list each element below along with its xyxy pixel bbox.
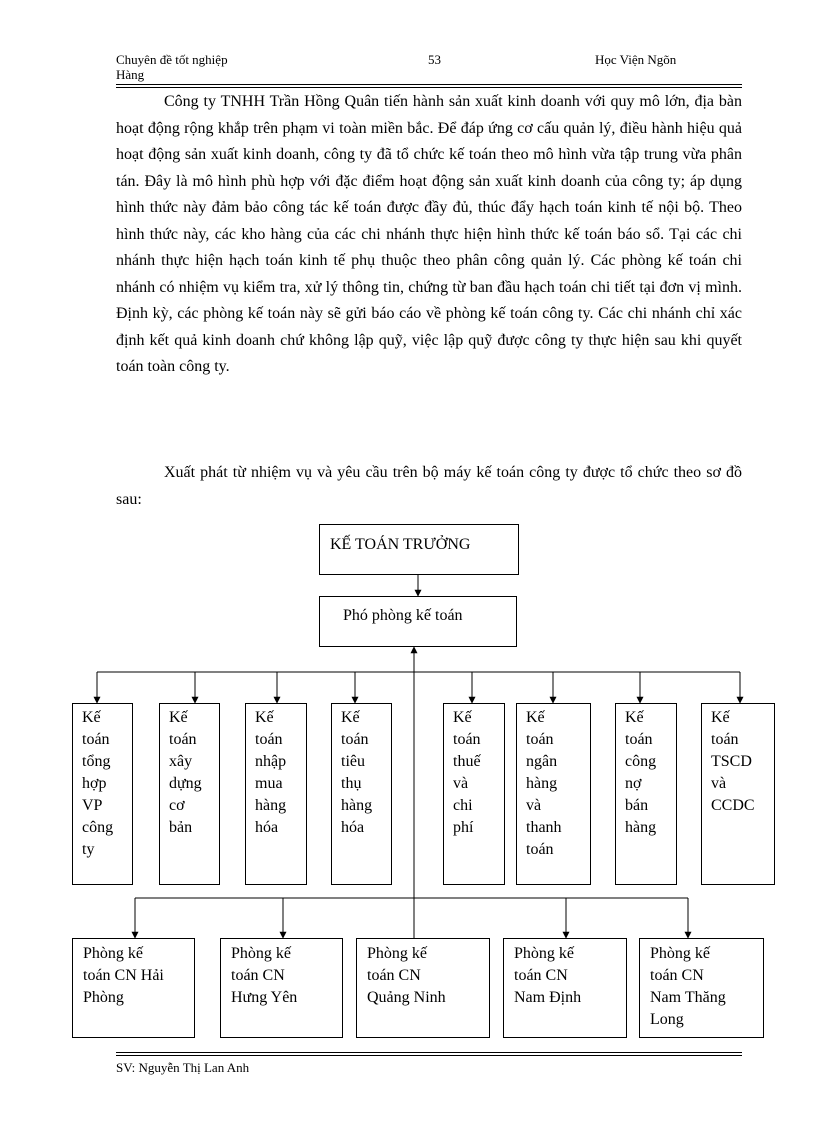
footer-rule-top: [116, 1052, 742, 1053]
header-left: Chuyên đề tốt nghiệp: [116, 52, 228, 67]
body-paragraph-2: Xuất phát từ nhiệm vụ và yêu cầu trên bộ máy kế toán công ty được tổ chức theo sơ đồ sau:: [116, 464, 742, 508]
accountant-box-fixed-assets: Kế toán TSCD và CCDC: [701, 703, 775, 885]
branch-box-nam-thang-long: Phòng kế toán CN Nam Thăng Long: [639, 938, 764, 1038]
header-left-continued: Hàng: [116, 67, 145, 82]
body-paragraph-1: Công ty TNHH Trần Hồng Quân tiến hành sản xuất kinh doanh với quy mô lớn, địa bàn hoạt động rộng khắp trên phạm vi toàn miền bắc. Để đáp ứng cơ cấu quản lý, điều hành hiệu quả hoạt động sản xuất kinh doanh, công ty đã tổ chức kế toán theo mô hình vừa tập trung vừa phân tán. Đây là mô hình phù hợp với đặc điểm hoạt động sản xuất kinh doanh của công ty; áp dụng hình thức này đảm bảo công tác kế toán được đầy đủ, thúc đẩy hạch toán kinh tế nội bộ. Theo hình thức này, các kho hàng của các chi nhánh thực hiện hình thức kế toán báo sổ. Tại các chi nhánh thực hiện hạch toán kinh tế phụ thuộc theo phân công quản lý. Các phòng kế toán chi nhánh có nhiệm vụ kiểm tra, xử lý thông tin, chứng từ ban đầu hạch toán chi tiết tại đơn vị mình. Định kỳ, các phòng kế toán này sẽ gửi báo cáo về phòng kế toán công ty. Các chi nhánh chỉ xác định kết quả kinh doanh chứ không lập quỹ, việc lập quỹ được công ty thực hiện sau khi quyết toán toàn công ty.: [116, 93, 742, 375]
page-number: 53: [428, 52, 441, 67]
footer-student-name: SV: Nguyễn Thị Lan Anh: [116, 1060, 250, 1075]
footer-rule-bottom: [116, 1055, 742, 1056]
accountant-box-general: Kế toán tổng hợp VP công ty: [72, 703, 133, 885]
chief-accountant-box: KẾ TOÁN TRƯỞNG: [319, 524, 519, 575]
accountant-box-purchasing: Kế toán nhập mua hàng hóa: [245, 703, 307, 885]
header-right: Học Viện Ngõn: [595, 52, 677, 67]
branch-box-nam-dinh: Phòng kế toán CN Nam Định: [503, 938, 627, 1038]
accountant-box-tax: Kế toán thuế và chi phí: [443, 703, 505, 885]
accountant-box-banking: Kế toán ngân hàng và thanh toán: [516, 703, 591, 885]
branch-box-hung-yen: Phòng kế toán CN Hưng Yên: [220, 938, 343, 1038]
accountant-box-sales: Kế toán tiêu thụ hàng hóa: [331, 703, 392, 885]
accountant-box-receivables: Kế toán công nợ bán hàng: [615, 703, 677, 885]
branch-box-quang-ninh: Phòng kế toán CN Quảng Ninh: [356, 938, 490, 1038]
accountant-box-construction: Kế toán xây dựng cơ bản: [159, 703, 220, 885]
branch-box-hai-phong: Phòng kế toán CN Hải Phòng: [72, 938, 195, 1038]
deputy-accounting-box: Phó phòng kế toán: [319, 596, 517, 647]
